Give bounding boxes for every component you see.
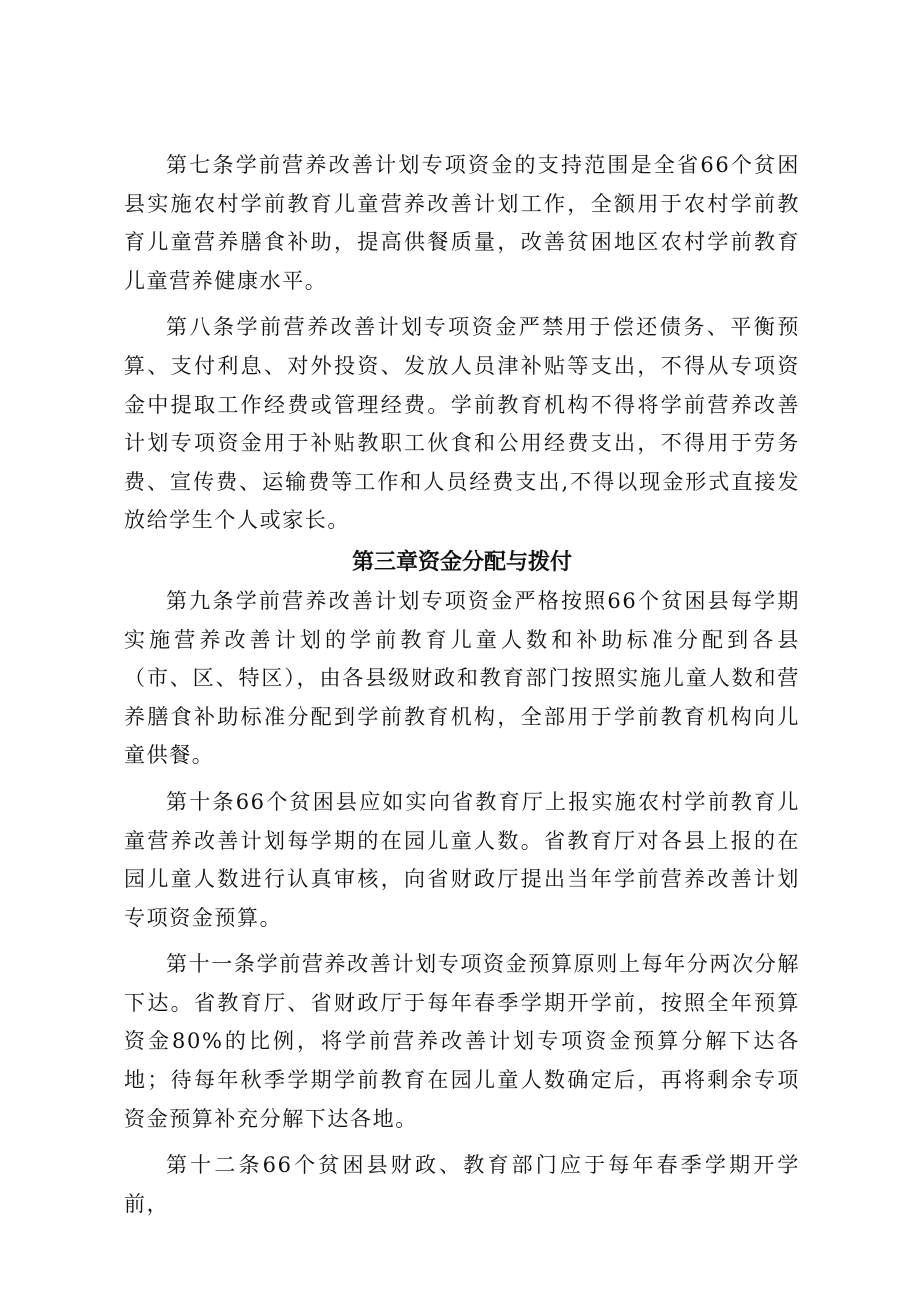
article-11-paragraph: 第十一条学前营养改善计划专项资金预算原则上每年分两次分解下达。省教育厅、省财政厅于每年春季学期开学前，按照全年预算资金80%的比例，将学前营养改善计划专项资金预算分解下达各地；待每年秋季学期学前教育在园儿童人数确定后，再将剩余专项资金预算补充分解下达各地。 (124, 952, 800, 1131)
chapter-3-heading: 第三章资金分配与拨付 (351, 549, 572, 575)
document-body (124, 146, 800, 1231)
article-7-paragraph: 第七条学前营养改善计划专项资金的支持范围是全省66个贫困县实施农村学前教育儿童营养改善计划工作，全额用于农村学前教育儿童营养膳食补助，提高供餐质量，改善贫困地区农村学前教育儿童营养健康水平。 (124, 153, 800, 293)
article-8-paragraph: 第八条学前营养改善计划专项资金严禁用于偿还债务、平衡预算、支付利息、对外投资、发放人员津补贴等支出，不得从专项资金中提取工作经费或管理经费。学前教育机构不得将学前营养改善计划专项资金用于补贴教职工伙食和公用经费支出，不得用于劳务费、宣传费、运输费等工作和人员经费支出,不得以现金形式直接发放给学生个人或家长。 (124, 315, 800, 533)
article-9-paragraph: 第九条学前营养改善计划专项资金严格按照66个贫困县每学期实施营养改善计划的学前教育儿童人数和补助标准分配到各县（市、区、特区），由各县级财政和教育部门按照实施儿童人数和营养膳食补助标准分配到学前教育机构，全部用于学前教育机构向儿童供餐。 (124, 588, 800, 768)
article-12-paragraph: 第十二条66个贫困县财政、教育部门应于每年春季学期开学前， (124, 1153, 800, 1216)
article-10-paragraph: 第十条66个贫困县应如实向省教育厅上报实施农村学前教育儿童营养改善计划每学期的在园儿童人数。省教育厅对各县上报的在园儿童人数进行认真审核，向省财政厅提出当年学前营养改善计划专项资金预算。 (124, 789, 800, 930)
